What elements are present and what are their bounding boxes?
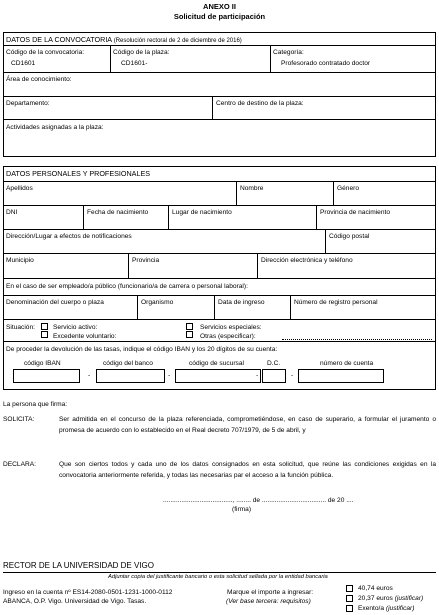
- date-line[interactable]: ......................................, ........ de ................................... de 20 ....: [163, 497, 354, 504]
- banco-label: código del banco: [103, 360, 153, 367]
- declara-label: DECLARA:: [3, 461, 36, 468]
- importe-40-label: 40,74 euros: [358, 585, 393, 592]
- servicios-especiales-label: Servicios especiales:: [200, 324, 262, 331]
- ingreso-entidad: ABANCA, O.P. Vigo. Universidad de Vigo. Tasas.: [3, 598, 147, 605]
- organismo-field[interactable]: Organismo: [141, 299, 174, 306]
- convocatoria-title: DATOS DE LA CONVOCATORIA (Resolución rectoral de 2 de diciembre de 2016): [6, 35, 242, 44]
- importe-20-checkbox[interactable]: [346, 595, 353, 602]
- situacion-label: Situación:: [6, 324, 35, 331]
- cuenta-input[interactable]: [298, 369, 384, 383]
- ver-base-label: (Ver base tercera: requisitos): [226, 598, 311, 605]
- codigo-plaza-label: Código de la plaza:: [113, 49, 170, 56]
- importe-40-checkbox[interactable]: [346, 585, 353, 592]
- marque-label: Marque el importe a ingresar:: [227, 589, 314, 596]
- situacion-checkbox[interactable]: [41, 323, 48, 330]
- empleado-publico-label: En el caso de ser empleado/a público (funcionario/a de carrera o personal laboral):: [6, 283, 248, 290]
- solicita-label: SOLICITA:: [3, 416, 35, 423]
- email-telefono-field[interactable]: Dirección electrónica y teléfono: [261, 257, 353, 264]
- iban-input[interactable]: [13, 369, 80, 383]
- fecha-nacimiento-field[interactable]: Fecha de nacimiento: [87, 209, 149, 216]
- codigo-plaza-value[interactable]: CD1601-: [121, 60, 148, 67]
- fecha-ingreso-field[interactable]: Data de ingreso: [218, 299, 265, 306]
- personales-title: DATOS PERSONALES Y PROFESIONALES: [6, 169, 151, 178]
- categoria-label: Categoría:: [273, 49, 304, 56]
- actividades-field[interactable]: Actividades asignadas a la plaza:: [6, 124, 104, 131]
- declara-text: Que son ciertos todos y cada uno de los datos consignados en esta solicitud, que reúne las condiciones exigidas en la convocatoria anteriormente referida, y todas las necesarias par el acceso a la función pública.: [59, 461, 436, 479]
- importe-20-label: 20,37 euros (justificar): [358, 595, 424, 602]
- municipio-field[interactable]: Municipio: [6, 257, 34, 264]
- cuenta-label: número de cuenta: [320, 360, 374, 367]
- ingreso-cuenta: Ingreso en la cuenta nº ES14-2080-0501-1231-1000-0112: [3, 589, 173, 596]
- excedente-label: Excedente voluntario:: [53, 333, 117, 340]
- solicita-text: Ser admitida en el concurso de la plaza referenciada, comprometiéndose, en caso de superario, a formular el juramento o promesa de acuerdo con lo establecido en el Real decreto 707/1979, de 5 de abril, y: [59, 416, 436, 434]
- iban-label: código IBAN: [24, 360, 61, 367]
- firma-intro: La persona que firma:: [3, 401, 68, 408]
- exento-label: Exento/a (justificar): [358, 605, 415, 612]
- centro-destino-field[interactable]: Centro de destino de la plaza:: [216, 100, 304, 107]
- denominacion-field[interactable]: Denominación del cuerpo o plaza: [6, 299, 104, 306]
- lugar-nacimiento-field[interactable]: Lugar de nacimiento: [172, 209, 232, 216]
- provincia-nacimiento-field[interactable]: Provincia de nacimiento: [320, 209, 391, 216]
- page-title: ANEXO II: [203, 2, 236, 11]
- banco-input[interactable]: [96, 369, 165, 383]
- sucursal-label: código de sucursal: [189, 360, 244, 367]
- situacion-checkbox-2[interactable]: [41, 331, 48, 338]
- servicio-activo-label: Servicio activo:: [53, 324, 98, 331]
- nombre-field[interactable]: Nombre: [240, 185, 264, 192]
- registro-personal-field[interactable]: Número de registro personal: [294, 299, 378, 306]
- dni-field[interactable]: DNI: [6, 209, 18, 216]
- provincia-field[interactable]: Provincia: [132, 257, 160, 264]
- page-subtitle: Solicitud de participación: [173, 12, 266, 21]
- servicio-activo-checkbox[interactable]: [186, 323, 193, 330]
- categoria-value[interactable]: Profesorado contratado doctor: [281, 60, 371, 67]
- apellidos-field[interactable]: Apellidos: [6, 185, 33, 192]
- genero-field[interactable]: Género: [337, 185, 359, 192]
- devolucion-text: De proceder la devolución de las tasas, indique el código IBAN y los 20 dígitos de su cuenta:: [6, 346, 278, 353]
- rector-title: RECTOR DE LA UNIVERSIDAD DE VIGO: [3, 561, 154, 570]
- firma-label: (firma): [232, 506, 252, 513]
- dc-input[interactable]: [262, 369, 286, 383]
- codigo-convocatoria-value[interactable]: CD1601: [11, 60, 36, 67]
- sucursal-input[interactable]: [175, 369, 261, 383]
- codigo-postal-field[interactable]: Código postal: [329, 233, 370, 240]
- area-conocimiento-field[interactable]: Área de conocimiento:: [6, 76, 72, 83]
- departamento-field[interactable]: Departamento:: [6, 100, 50, 107]
- direccion-field[interactable]: Dirección/Lugar a efectos de notificaciones: [6, 233, 132, 240]
- exento-checkbox[interactable]: [346, 605, 353, 612]
- adjuntar-note: Adjuntar copia del justificante bancario o esta solicitud sellada por la entidad bancaria: [108, 574, 328, 580]
- dc-label: D.C.: [267, 360, 281, 367]
- codigo-convocatoria-label: Código de la convocatoria:: [6, 49, 85, 56]
- otras-label: Otras (especificar):: [200, 333, 256, 340]
- excedente-checkbox[interactable]: [186, 331, 193, 338]
